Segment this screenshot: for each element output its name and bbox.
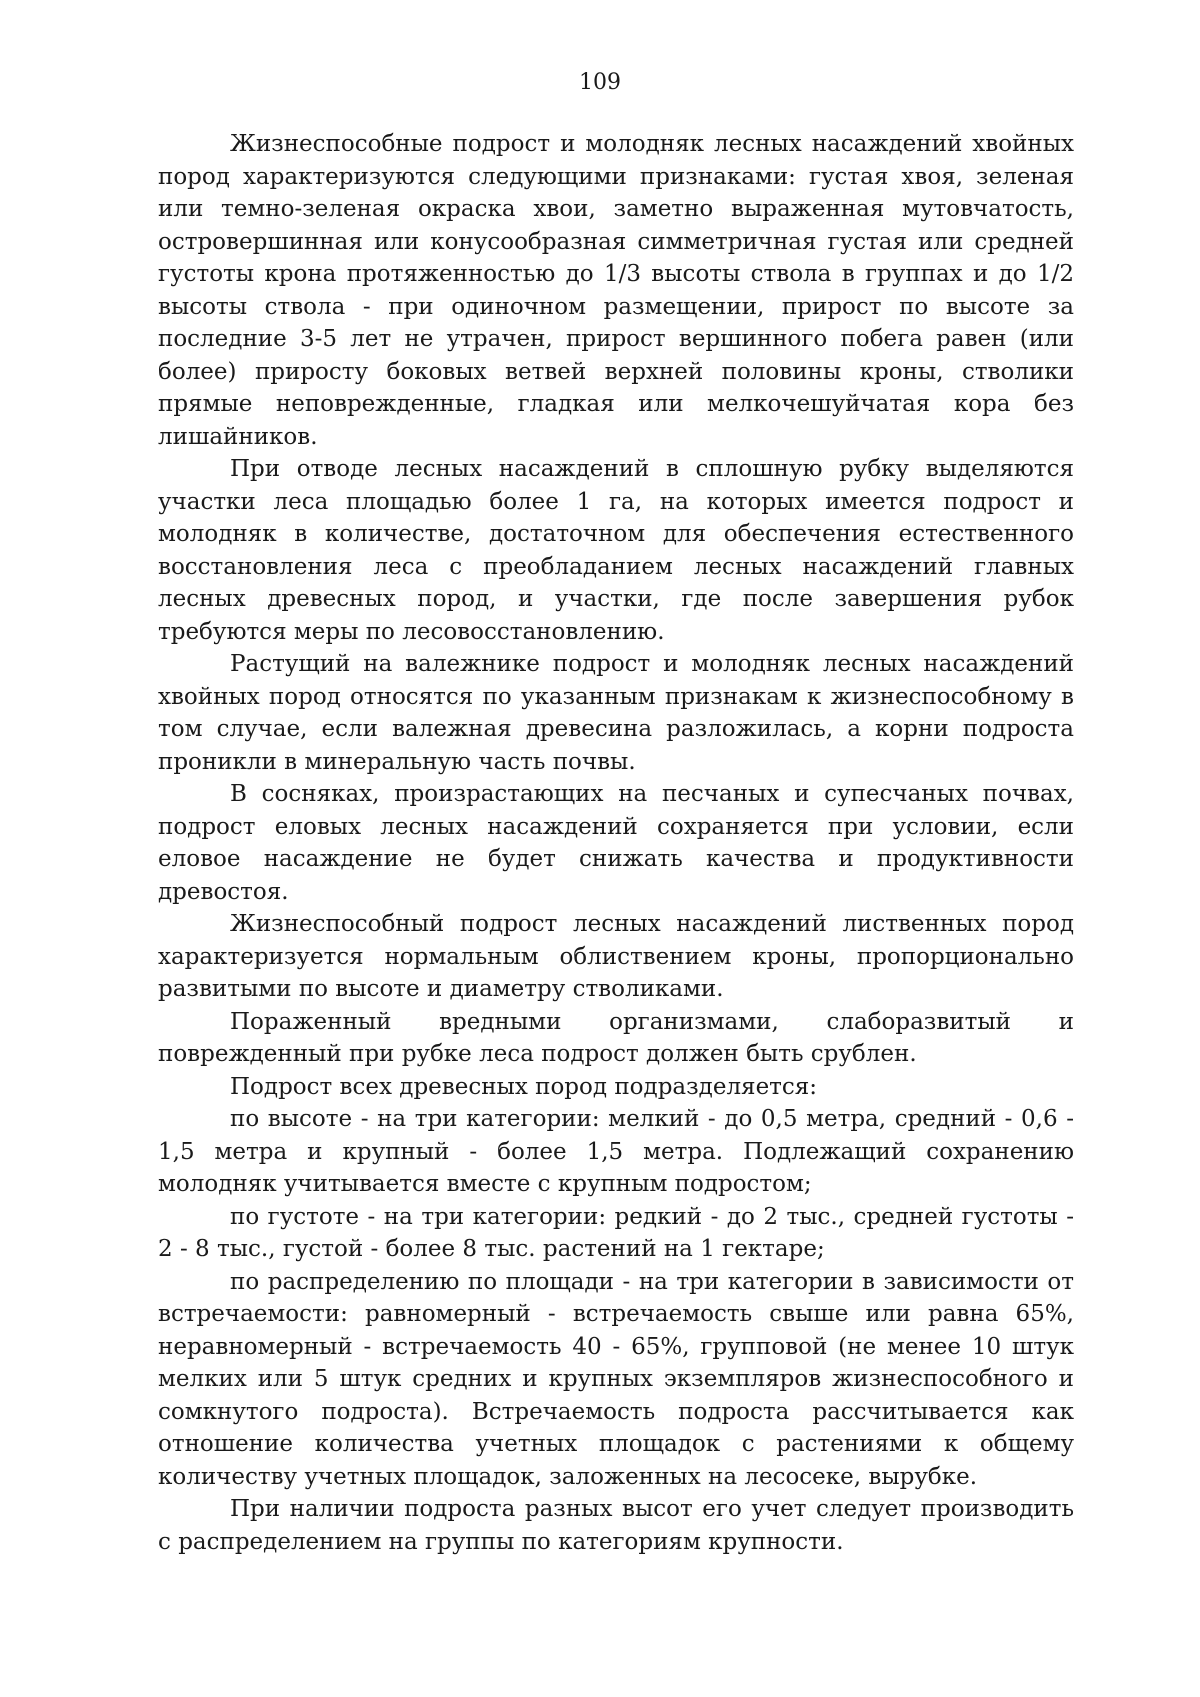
paragraph-damaged-undergrowth: Пораженный вредными организмами, слаборазвитый и поврежденный при рубке леса подрост должен быть срублен. — [158, 1008, 1074, 1067]
page-number: 109 — [579, 70, 621, 95]
paragraph-deadwood-undergrowth: Растущий на валежнике подрост и молодняк лесных насаждений хвойных пород относятся по указанным признакам к жизнеспособному в том случае, если валежная древесина разложилась, а корни подроста проникли в минеральную часть почвы. — [158, 651, 1074, 775]
paragraph-viable-conifer-undergrowth: Жизнеспособные подрост и молодняк лесных насаждений хвойных пород характеризуются следующими признаками: густая хвоя, зеленая или темно-зеленая окраска хвои, заметно выраженная мутовчатость, островершинная или конусообразная симметричная густая или средней густоты крона протяженностью до 1/3 высоты ствола в группах и до 1/2 высоты ствола - при одиночном размещении, прирост по высоте за последние 3-5 лет не утрачен, прирост вершинного побега равен (или более) приросту боковых ветвей верхней половины кроны, стволики прямые неповрежденные, гладкая или мелкочешуйчатая кора без лишайников. — [158, 131, 1074, 450]
paragraph-accounting-by-height: При наличии подроста разных высот его учет следует производить с распределением на группы по категориям крупности. — [158, 1496, 1074, 1555]
paragraph-by-density: по густоте - на три категории: редкий - до 2 тыс., средней густоты - 2 - 8 тыс., густой - более 8 тыс. растений на 1 гектаре; — [158, 1203, 1074, 1262]
paragraph-by-distribution: по распределению по площади - на три категории в зависимости от встречаемости: равномерный - встречаемость свыше или равна 65%, неравномерный - встречаемость 40 - 65%, групповой (не менее 10 штук мелких или 5 штук средних и крупных экземпляров жизнеспособного и сомкнутого подроста). Встречаемость подроста рассчитывается как отношение количества учетных площадок с растениями к общему количеству учетных площадок, заложенных на лесосеке, вырубке. — [158, 1268, 1074, 1490]
paragraph-by-height: по высоте - на три категории: мелкий - до 0,5 метра, средний - 0,6 - 1,5 метра и крупный - более 1,5 метра. Подлежащий сохранению молодняк учитывается вместе с крупным подростом; — [158, 1106, 1074, 1197]
paragraph-pine-stands: В сосняках, произрастающих на песчаных и супесчаных почвах, подрост еловых лесных насаждений сохраняется при условии, если еловое насаждение не будет снижать качества и продуктивности древостоя. — [158, 781, 1074, 905]
paragraph-classification-intro: Подрост всех древесных пород подразделяется: — [230, 1073, 818, 1100]
paragraph-clear-cutting-allotment: При отводе лесных насаждений в сплошную рубку выделяются участки леса площадью более 1 га, на которых имеется подрост и молодняк в количестве, достаточном для обеспечения естественного восстановления леса с преобладанием лесных насаждений главных лесных древесных пород, и участки, где после завершения рубок требуются меры по лесовосстановлению. — [158, 456, 1074, 645]
document-body — [158, 128, 1074, 1558]
paragraph-deciduous-undergrowth: Жизнеспособный подрост лесных насаждений лиственных пород характеризуется нормальным облиствением кроны, пропорционально развитыми по высоте и диаметру стволиками. — [158, 911, 1074, 1002]
